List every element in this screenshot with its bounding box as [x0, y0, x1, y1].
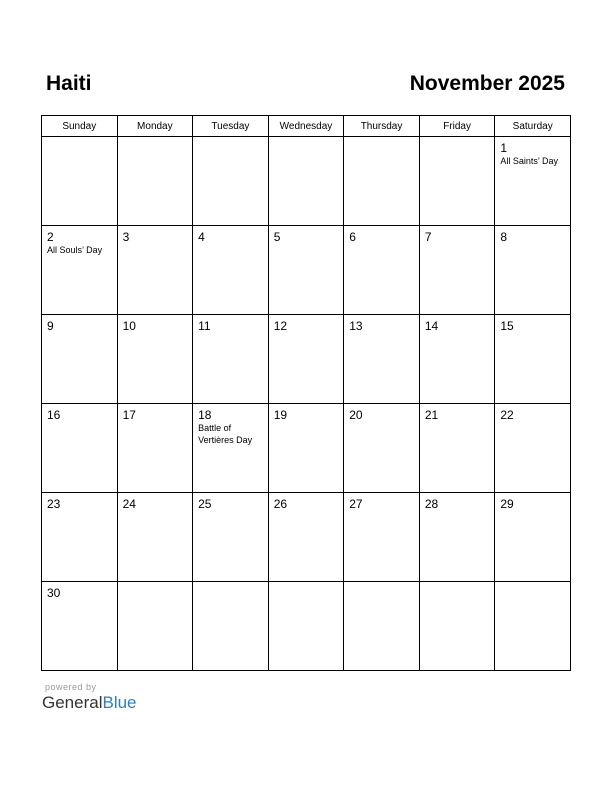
holiday-label: All Saints’ Day — [500, 156, 559, 166]
day-cell — [193, 315, 269, 404]
day-number: 1 — [500, 141, 508, 155]
brand-name-part2: Blue — [102, 693, 137, 712]
day-cell — [344, 493, 420, 582]
month-year-title: November 2025 — [409, 72, 565, 95]
weekday-header: Friday — [419, 116, 495, 137]
day-cell — [495, 315, 571, 404]
day-cell — [268, 315, 344, 404]
day-cell — [495, 404, 571, 493]
day-cell — [42, 582, 118, 671]
day-cell — [42, 404, 118, 493]
weekday-header: Thursday — [344, 116, 420, 137]
day-number: 12 — [273, 319, 288, 333]
day-number: 5 — [273, 230, 281, 244]
day-cell — [344, 315, 420, 404]
day-cell — [495, 493, 571, 582]
day-cell — [268, 137, 344, 226]
day-number: 16 — [47, 408, 61, 422]
day-cell — [268, 493, 344, 582]
day-cell — [344, 226, 420, 315]
day-number: 13 — [349, 319, 363, 333]
day-number: 3 — [122, 230, 130, 244]
day-number: 24 — [122, 497, 136, 511]
day-number: 8 — [500, 230, 508, 244]
day-cell — [419, 315, 495, 404]
day-cell — [419, 582, 495, 671]
day-number: 17 — [122, 408, 136, 422]
week-row — [42, 315, 571, 404]
day-number: 20 — [349, 408, 363, 422]
day-cell — [193, 404, 269, 493]
day-number: 29 — [500, 497, 514, 511]
holiday-label: All Souls’ Day — [47, 245, 103, 255]
day-cell — [344, 137, 420, 226]
day-cell — [193, 137, 269, 226]
day-cell — [42, 493, 118, 582]
day-cell — [419, 137, 495, 226]
day-number: 14 — [424, 319, 439, 333]
brand-name-part1: General — [42, 693, 103, 712]
day-cell — [117, 137, 193, 226]
day-number: 25 — [198, 497, 212, 511]
day-cell — [42, 137, 118, 226]
day-cell — [344, 582, 420, 671]
day-number: 30 — [47, 586, 61, 600]
day-number: 26 — [273, 497, 288, 511]
day-cell — [495, 582, 571, 671]
day-cell — [344, 404, 420, 493]
weekday-header: Saturday — [495, 116, 571, 137]
day-cell — [193, 493, 269, 582]
day-number: 2 — [47, 230, 54, 244]
day-number: 23 — [47, 497, 61, 511]
weekday-header: Sunday — [42, 116, 118, 137]
day-number: 15 — [500, 319, 514, 333]
day-number: 10 — [122, 319, 136, 333]
day-cell — [495, 137, 571, 226]
country-title: Haiti — [46, 72, 92, 95]
week-row — [42, 582, 571, 671]
day-number: 9 — [47, 319, 54, 333]
calendar-grid — [41, 115, 571, 671]
week-row — [42, 226, 571, 315]
day-cell — [117, 582, 193, 671]
holiday-label: Battle of Vertières Day — [198, 423, 253, 445]
day-number: 18 — [198, 408, 212, 422]
day-number: 11 — [198, 319, 211, 333]
day-cell — [419, 493, 495, 582]
day-number: 4 — [198, 230, 205, 244]
day-number: 7 — [424, 230, 432, 244]
day-cell — [193, 582, 269, 671]
day-number: 6 — [349, 230, 356, 244]
day-number: 27 — [349, 497, 363, 511]
weekday-header: Tuesday — [193, 116, 269, 137]
day-cell — [42, 226, 118, 315]
day-number: 21 — [424, 408, 439, 422]
day-number: 22 — [500, 408, 514, 422]
day-cell — [419, 404, 495, 493]
day-cell — [117, 226, 193, 315]
day-cell — [117, 404, 193, 493]
weekday-header: Monday — [117, 116, 193, 137]
day-cell — [117, 493, 193, 582]
day-cell — [268, 226, 344, 315]
day-cell — [117, 315, 193, 404]
day-cell — [268, 404, 344, 493]
powered-by-label: powered by — [45, 682, 97, 692]
day-cell — [42, 315, 118, 404]
day-number: 19 — [273, 408, 288, 422]
weekday-header: Wednesday — [268, 116, 344, 137]
weekday-header-row — [42, 116, 571, 137]
day-cell — [419, 226, 495, 315]
day-number: 28 — [424, 497, 439, 511]
day-cell — [495, 226, 571, 315]
brand-logo[interactable] — [42, 693, 137, 713]
day-cell — [268, 582, 344, 671]
week-row — [42, 137, 571, 226]
week-row — [42, 493, 571, 582]
day-cell — [193, 226, 269, 315]
week-row — [42, 404, 571, 493]
